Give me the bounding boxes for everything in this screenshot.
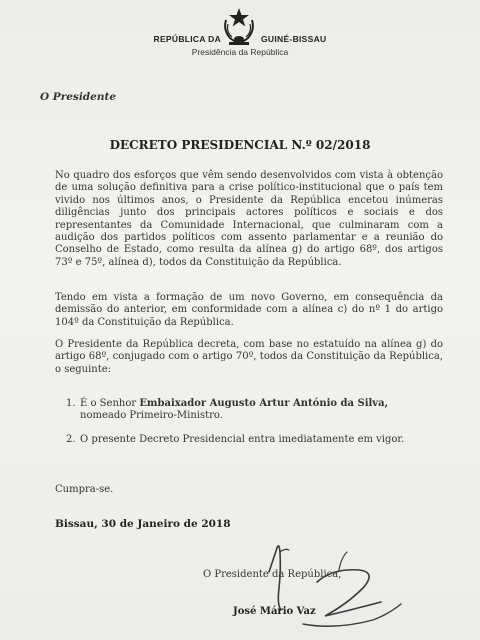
item-prefix: É o Senhor [80, 398, 140, 409]
decree-item-2 [66, 434, 446, 446]
paragraph-context: No quadro dos esforços que vêm sendo desenvolvidos com vista à obtenção de uma solução definitiva para a crise político-institucional que o país tem vivido nos últimos anos, o Presidente da República encetou inúmeras diligências junto dos principais actores políticos e sociais e dos representantes da Comunidade Internacional, que culminaram com a audição dos partidos políticos com assento parlamentar e a reunião do Conselho de Estado, como resulta da alínea g) do artigo 68º, dos artigos 73º e 75º, alínea d), todos da Constituição da República. [55, 170, 443, 268]
handwritten-signature-icon [255, 530, 415, 635]
signatory-title: O Presidente da República, [203, 569, 342, 580]
presidency-header: Presidência da República [191, 47, 289, 57]
signatory-name: José Mário Vaz [233, 606, 316, 617]
item-number: 1. [66, 398, 76, 409]
appointee-name: Embaixador Augusto Artur António da Silva, [139, 398, 389, 409]
item-suffix: nomeado Primeiro-Ministro. [80, 410, 223, 422]
republic-left: REPÚBLICA DA [153, 34, 222, 44]
paragraph-decree: O Presidente da República decreta, com base no estatuído na alínea g) do artigo 68º, conjugado com o artigo 70º, todos da Constituição da República, o seguinte: [55, 339, 443, 375]
republic-header [0, 34, 480, 44]
item-number: 2. [66, 434, 76, 445]
closing-line: Cumpra-se. [55, 484, 114, 495]
date-line: Bissau, 30 de Janeiro de 2018 [55, 518, 231, 530]
sender-line: O Presidente [40, 91, 116, 103]
item-text: O presente Decreto Presidencial entra imediatamente em vigor. [80, 434, 405, 445]
decree-title: DECRETO PRESIDENCIAL N.º 02/2018 [109, 138, 371, 152]
paragraph-purpose: Tendo em vista a formação de um novo Governo, em consequência da demissão do anterior, em conformidade com a alínea c) do nº 1 do artigo 104º da Constituição da República. [55, 292, 443, 328]
decree-item-1 [66, 398, 446, 423]
republic-right: GUINÉ-BISSAU [261, 34, 327, 44]
